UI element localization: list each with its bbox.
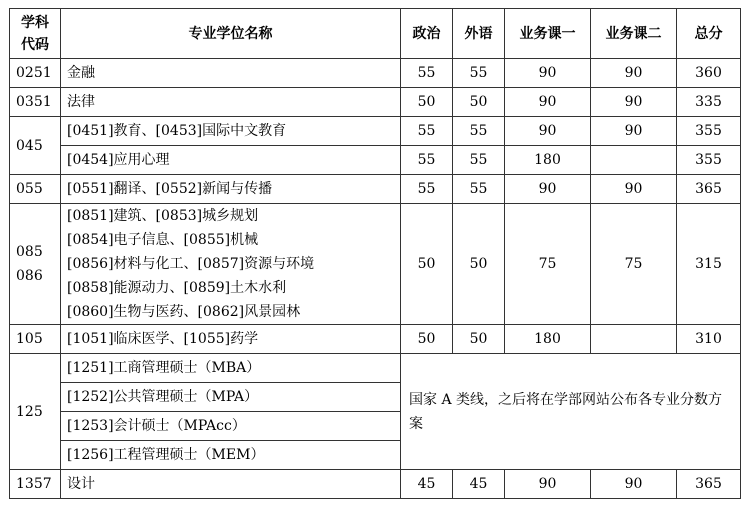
table-row (10, 470, 741, 499)
course2-cell: 90 (591, 88, 677, 117)
course1-cell: 180 (505, 325, 591, 354)
course1-cell: 90 (505, 59, 591, 88)
code-cell: 045 (10, 117, 61, 175)
course2-cell: 75 (591, 204, 677, 325)
course1-cell: 90 (505, 117, 591, 146)
course2-cell: 90 (591, 117, 677, 146)
header-row (10, 9, 741, 59)
foreign-cell: 50 (453, 325, 505, 354)
name-line: [0856]材料与化工、[0857]资源与环境 (67, 256, 315, 272)
table-row (10, 88, 741, 117)
name-cell: [1051]临床医学、[1055]药学 (61, 325, 401, 354)
politics-cell: 45 (401, 470, 453, 499)
name-cell: [1253]会计硕士（MPAcc） (61, 412, 401, 441)
table-row (10, 175, 741, 204)
header-course2: 业务课二 (591, 9, 677, 59)
name-cell: [1251]工商管理硕士（MBA） (61, 354, 401, 383)
total-cell: 310 (677, 325, 741, 354)
course1-cell: 90 (505, 175, 591, 204)
code-cell: 055 (10, 175, 61, 204)
course1-cell: 90 (505, 88, 591, 117)
name-cell: [1256]工程管理硕士（MEM） (61, 441, 401, 470)
course1-cell: 90 (505, 470, 591, 499)
code-cell: 0251 (10, 59, 61, 88)
table-row (10, 354, 741, 383)
header-politics: 政治 (401, 9, 453, 59)
course2-cell: 90 (591, 59, 677, 88)
code-cell: 105 (10, 325, 61, 354)
course2-cell: 90 (591, 175, 677, 204)
code-cell: 125 (10, 354, 61, 470)
politics-cell: 55 (401, 175, 453, 204)
politics-cell: 50 (401, 204, 453, 325)
politics-cell: 55 (401, 146, 453, 175)
code-line: 085 (16, 244, 43, 260)
foreign-cell: 55 (453, 59, 505, 88)
name-cell: [1252]公共管理硕士（MPA） (61, 383, 401, 412)
code-line: 086 (16, 268, 43, 284)
name-cell: [0551]翻译、[0552]新闻与传播 (61, 175, 401, 204)
foreign-cell: 55 (453, 175, 505, 204)
table-row (10, 204, 741, 325)
foreign-cell: 55 (453, 117, 505, 146)
header-total: 总分 (677, 9, 741, 59)
name-line: [0860]生物与医药、[0862]风景园林 (67, 304, 301, 320)
name-line: [0854]电子信息、[0855]机械 (67, 232, 259, 248)
header-code-line1: 学科 (21, 14, 49, 31)
politics-cell: 50 (401, 88, 453, 117)
header-name: 专业学位名称 (61, 9, 401, 59)
code-cell (10, 204, 61, 325)
score-table (9, 8, 741, 499)
name-cell: 金融 (61, 59, 401, 88)
header-code (10, 9, 61, 59)
name-line: [0851]建筑、[0853]城乡规划 (67, 208, 259, 224)
total-cell: 335 (677, 88, 741, 117)
course1-cell: 180 (505, 146, 591, 175)
table-row (10, 325, 741, 354)
course2-cell (591, 325, 677, 354)
total-cell: 355 (677, 117, 741, 146)
foreign-cell: 45 (453, 470, 505, 499)
course2-cell: 90 (591, 470, 677, 499)
code-cell: 0351 (10, 88, 61, 117)
header-foreign: 外语 (453, 9, 505, 59)
name-cell: 设计 (61, 470, 401, 499)
header-course1: 业务课一 (505, 9, 591, 59)
name-cell: [0454]应用心理 (61, 146, 401, 175)
total-cell: 355 (677, 146, 741, 175)
course2-cell (591, 146, 677, 175)
foreign-cell: 50 (453, 204, 505, 325)
name-line: [0858]能源动力、[0859]土木水利 (67, 280, 287, 296)
name-cell (61, 204, 401, 325)
table-row (10, 117, 741, 146)
course1-cell: 75 (505, 204, 591, 325)
code-cell: 1357 (10, 470, 61, 499)
total-cell: 365 (677, 470, 741, 499)
name-cell: [0451]教育、[0453]国际中文教育 (61, 117, 401, 146)
politics-cell: 55 (401, 117, 453, 146)
table-row (10, 146, 741, 175)
foreign-cell: 50 (453, 88, 505, 117)
politics-cell: 55 (401, 59, 453, 88)
total-cell: 365 (677, 175, 741, 204)
note-cell: 国家 A 类线，之后将在学部网站公布各专业分数方案 (401, 354, 741, 470)
foreign-cell: 55 (453, 146, 505, 175)
header-code-line2: 代码 (21, 36, 49, 53)
name-cell: 法律 (61, 88, 401, 117)
total-cell: 315 (677, 204, 741, 325)
politics-cell: 50 (401, 325, 453, 354)
table-row (10, 59, 741, 88)
total-cell: 360 (677, 59, 741, 88)
